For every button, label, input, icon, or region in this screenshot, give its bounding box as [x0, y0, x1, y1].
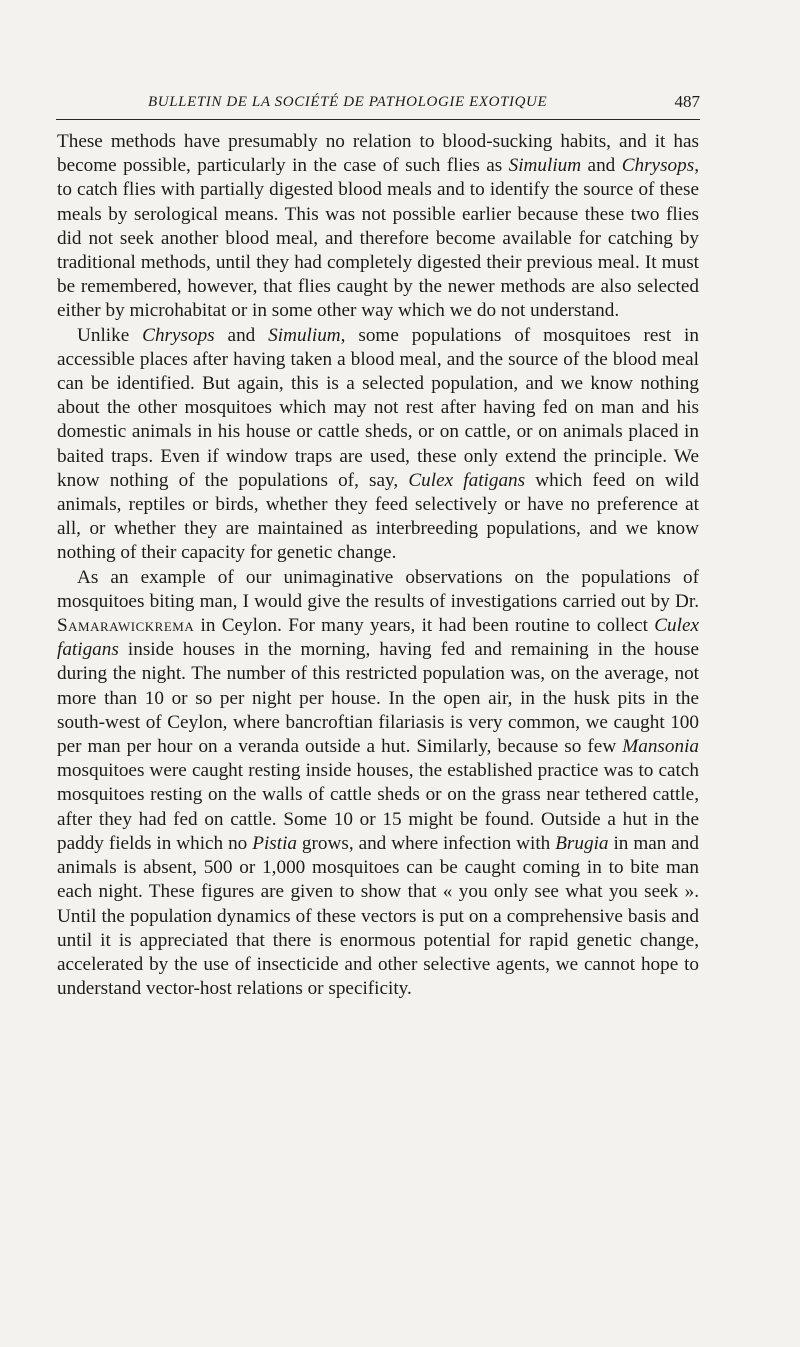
text-run: grows, and where infection with: [297, 832, 556, 854]
italic-term: Simulium: [508, 155, 582, 177]
text-run: in man and animals is absent, 500 or 1,000 mosquitoes can be caught coming in to bite man each night. These figures are given to show that « you only see what you seek ». Until the population dynamics of these vectors is put on a comprehensive basis and until it is appreciated that there is enormous potential for rapid genetic change, accelerated by the use of insecticide and other selective agents, we cannot hope to understand vector-host relations or specificity.: [57, 832, 699, 1000]
italic-term: Culex fatigans: [408, 469, 526, 491]
italic-term: Mansonia: [622, 736, 699, 758]
paragraph: [57, 130, 699, 324]
text-run: Unlike: [77, 324, 143, 346]
text-run: and: [214, 324, 269, 346]
italic-term: Simulium: [268, 324, 341, 346]
italic-term: Brugia: [555, 832, 609, 854]
text-run: inside houses in the morning, having fed and remaining in the house during the night. The number of this restricted population was, on the average, not more than 10 or so per night per house. In the open air, in the husk pits in the south-west of Ceylon, where bancroftian filariasis is very common, we caught 100 per man per hour on a veranda outside a hut. Similarly, because so few: [57, 639, 699, 758]
page-number: 487: [674, 92, 700, 111]
italic-term: Chrysops: [621, 155, 695, 177]
article-body: [57, 130, 699, 1001]
text-run: which feed on wild animals, reptiles or birds, whether they feed selectively or have no preference at all, or whether they are maintained as interbreeding populations, and we know nothing of their capacity for genetic change.: [57, 469, 699, 564]
header-rule: [56, 119, 700, 120]
paragraph: [57, 566, 699, 1002]
italic-term: Culex fatigans: [57, 615, 699, 661]
page-header: [56, 92, 700, 120]
text-run: As an example of our unimaginative observations on the populations of mosquitoes biting man, I would give the results of investigations carried out by Dr.: [57, 566, 699, 612]
author-name: Samarawickrema: [57, 615, 195, 637]
italic-term: Chrysops: [142, 324, 215, 346]
running-title: BULLETIN DE LA SOCIÉTÉ DE PATHOLOGIE EXOTIQUE: [148, 94, 548, 110]
italic-term: Pistia: [252, 832, 297, 854]
text-run: These methods have presumably no relation to blood-sucking habits, and it has become possible, particularly in the case of such flies as: [57, 131, 699, 177]
text-run: and: [581, 155, 622, 177]
text-run: , some populations of mosquitoes rest in accessible places after having taken a blood meal, and the source of the blood meal can be identified. But again, this is a selected population, and we know nothing about the other mosquitoes which may not rest after having fed on man and his domestic animals in his house or cattle sheds, or on cattle, or on animals placed in baited traps. Even if window traps are used, these only extend the principle. We know nothing of the populations of, say,: [57, 324, 699, 491]
text-run: mosquitoes were caught resting inside houses, the established practice was to catch mosquitoes resting on the walls of cattle sheds or on the grass near tethered cattle, after they had fed on cattle. Some 10 or 15 might be found. Outside a hut in the paddy fields in which no: [57, 760, 699, 854]
text-run: , to catch flies with partially digested blood meals and to identify the source of these meals by serological means. This was not possible earlier because these two flies did not seek another blood meal, and therefore become available for catching by traditional methods, until they had completely digested their previous meal. It must be remembered, however, that flies caught by the newer methods are also selected either by microhabitat or in some other way which we do not understand.: [57, 155, 699, 322]
text-run: in Ceylon. For many years, it had been routine to collect: [194, 615, 655, 637]
paragraph: [57, 324, 699, 566]
